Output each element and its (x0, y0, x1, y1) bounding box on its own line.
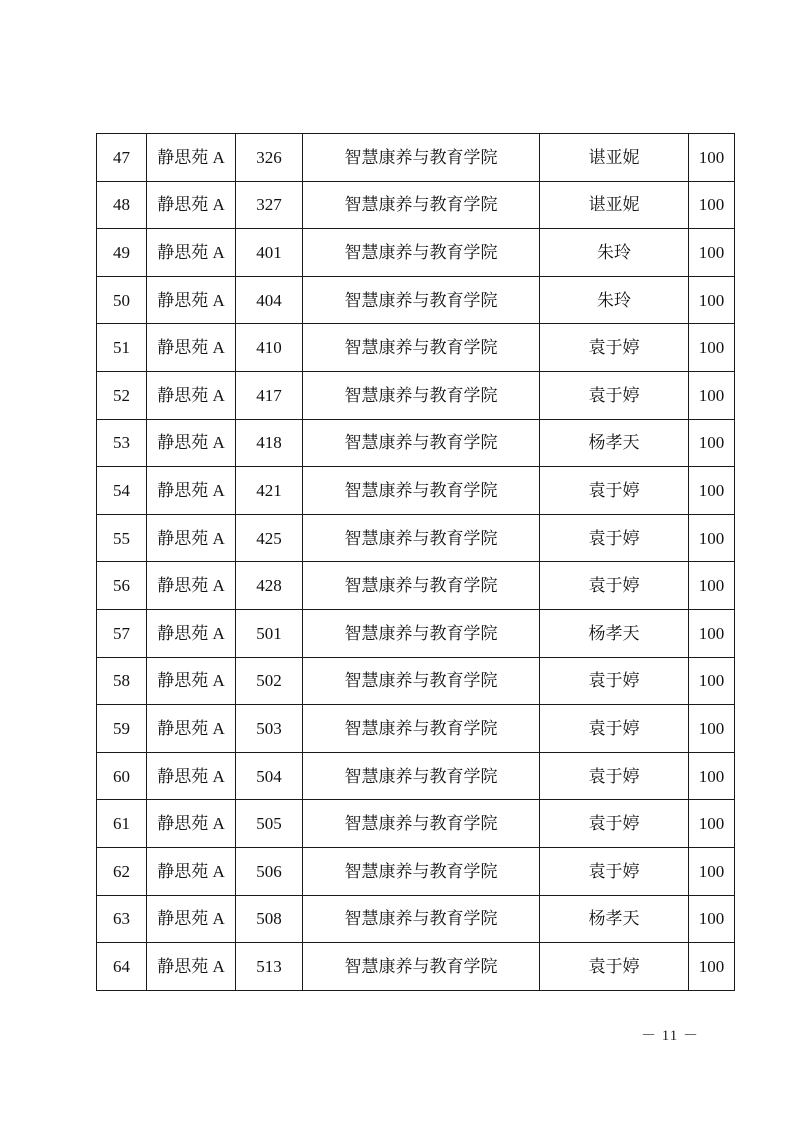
cell-name: 袁于婷 (540, 752, 689, 800)
cell-building: 静思苑 A (147, 562, 236, 610)
cell-room: 502 (236, 657, 303, 705)
cell-room: 504 (236, 752, 303, 800)
cell-number: 58 (97, 657, 147, 705)
cell-number: 49 (97, 229, 147, 277)
cell-room: 404 (236, 276, 303, 324)
table-row (97, 229, 735, 277)
table-row (97, 134, 735, 182)
cell-building: 静思苑 A (147, 371, 236, 419)
cell-name: 谌亚妮 (540, 181, 689, 229)
cell-college: 智慧康养与教育学院 (303, 419, 540, 467)
table-row (97, 800, 735, 848)
cell-number: 63 (97, 895, 147, 943)
cell-college: 智慧康养与教育学院 (303, 609, 540, 657)
cell-number: 52 (97, 371, 147, 419)
cell-building: 静思苑 A (147, 276, 236, 324)
dorm-score-table (96, 133, 735, 991)
cell-name: 袁于婷 (540, 514, 689, 562)
cell-room: 513 (236, 943, 303, 991)
cell-number: 61 (97, 800, 147, 848)
cell-building: 静思苑 A (147, 419, 236, 467)
cell-college: 智慧康养与教育学院 (303, 181, 540, 229)
cell-number: 57 (97, 609, 147, 657)
cell-score: 100 (689, 895, 735, 943)
table-row (97, 276, 735, 324)
cell-score: 100 (689, 467, 735, 515)
cell-name: 袁于婷 (540, 705, 689, 753)
table-row (97, 181, 735, 229)
table-row (97, 467, 735, 515)
page-number: － 11 － (641, 1028, 699, 1044)
cell-room: 417 (236, 371, 303, 419)
table-body (97, 134, 735, 991)
table-row (97, 514, 735, 562)
cell-college: 智慧康养与教育学院 (303, 467, 540, 515)
cell-number: 50 (97, 276, 147, 324)
cell-name: 袁于婷 (540, 562, 689, 610)
cell-building: 静思苑 A (147, 514, 236, 562)
cell-building: 静思苑 A (147, 229, 236, 277)
cell-score: 100 (689, 181, 735, 229)
cell-number: 59 (97, 705, 147, 753)
cell-score: 100 (689, 419, 735, 467)
cell-score: 100 (689, 562, 735, 610)
table-row (97, 705, 735, 753)
cell-room: 505 (236, 800, 303, 848)
cell-score: 100 (689, 276, 735, 324)
cell-college: 智慧康养与教育学院 (303, 657, 540, 705)
table-row (97, 943, 735, 991)
cell-college: 智慧康养与教育学院 (303, 800, 540, 848)
cell-college: 智慧康养与教育学院 (303, 134, 540, 182)
table-row (97, 895, 735, 943)
cell-number: 64 (97, 943, 147, 991)
cell-college: 智慧康养与教育学院 (303, 371, 540, 419)
cell-building: 静思苑 A (147, 324, 236, 372)
document-page (96, 133, 734, 991)
cell-room: 401 (236, 229, 303, 277)
cell-name: 袁于婷 (540, 324, 689, 372)
cell-room: 503 (236, 705, 303, 753)
cell-college: 智慧康养与教育学院 (303, 895, 540, 943)
cell-name: 朱玲 (540, 229, 689, 277)
cell-building: 静思苑 A (147, 657, 236, 705)
cell-building: 静思苑 A (147, 847, 236, 895)
table-row (97, 562, 735, 610)
cell-score: 100 (689, 324, 735, 372)
cell-building: 静思苑 A (147, 705, 236, 753)
cell-college: 智慧康养与教育学院 (303, 514, 540, 562)
cell-building: 静思苑 A (147, 467, 236, 515)
cell-score: 100 (689, 943, 735, 991)
table-row (97, 847, 735, 895)
cell-college: 智慧康养与教育学院 (303, 752, 540, 800)
cell-building: 静思苑 A (147, 895, 236, 943)
table-row (97, 419, 735, 467)
cell-name: 杨孝天 (540, 609, 689, 657)
cell-name: 袁于婷 (540, 943, 689, 991)
table-row (97, 371, 735, 419)
cell-number: 55 (97, 514, 147, 562)
cell-room: 508 (236, 895, 303, 943)
cell-number: 56 (97, 562, 147, 610)
cell-number: 51 (97, 324, 147, 372)
cell-room: 327 (236, 181, 303, 229)
cell-number: 53 (97, 419, 147, 467)
cell-college: 智慧康养与教育学院 (303, 705, 540, 753)
cell-room: 501 (236, 609, 303, 657)
cell-score: 100 (689, 134, 735, 182)
cell-number: 48 (97, 181, 147, 229)
cell-room: 410 (236, 324, 303, 372)
cell-college: 智慧康养与教育学院 (303, 847, 540, 895)
cell-room: 421 (236, 467, 303, 515)
cell-building: 静思苑 A (147, 752, 236, 800)
cell-college: 智慧康养与教育学院 (303, 276, 540, 324)
cell-college: 智慧康养与教育学院 (303, 943, 540, 991)
cell-room: 418 (236, 419, 303, 467)
cell-room: 326 (236, 134, 303, 182)
cell-college: 智慧康养与教育学院 (303, 324, 540, 372)
cell-building: 静思苑 A (147, 181, 236, 229)
cell-college: 智慧康养与教育学院 (303, 562, 540, 610)
cell-score: 100 (689, 752, 735, 800)
cell-score: 100 (689, 514, 735, 562)
cell-room: 506 (236, 847, 303, 895)
cell-score: 100 (689, 657, 735, 705)
cell-number: 47 (97, 134, 147, 182)
cell-name: 谌亚妮 (540, 134, 689, 182)
cell-name: 朱玲 (540, 276, 689, 324)
cell-score: 100 (689, 847, 735, 895)
cell-name: 袁于婷 (540, 847, 689, 895)
cell-building: 静思苑 A (147, 609, 236, 657)
cell-score: 100 (689, 609, 735, 657)
cell-score: 100 (689, 371, 735, 419)
cell-building: 静思苑 A (147, 943, 236, 991)
cell-score: 100 (689, 800, 735, 848)
table-row (97, 752, 735, 800)
cell-name: 袁于婷 (540, 657, 689, 705)
table-row (97, 324, 735, 372)
cell-name: 袁于婷 (540, 467, 689, 515)
cell-building: 静思苑 A (147, 800, 236, 848)
cell-name: 杨孝天 (540, 895, 689, 943)
cell-score: 100 (689, 705, 735, 753)
cell-room: 428 (236, 562, 303, 610)
cell-number: 54 (97, 467, 147, 515)
table-row (97, 609, 735, 657)
cell-number: 60 (97, 752, 147, 800)
cell-score: 100 (689, 229, 735, 277)
cell-room: 425 (236, 514, 303, 562)
cell-name: 袁于婷 (540, 800, 689, 848)
cell-name: 杨孝天 (540, 419, 689, 467)
cell-building: 静思苑 A (147, 134, 236, 182)
cell-number: 62 (97, 847, 147, 895)
table-row (97, 657, 735, 705)
cell-college: 智慧康养与教育学院 (303, 229, 540, 277)
cell-name: 袁于婷 (540, 371, 689, 419)
